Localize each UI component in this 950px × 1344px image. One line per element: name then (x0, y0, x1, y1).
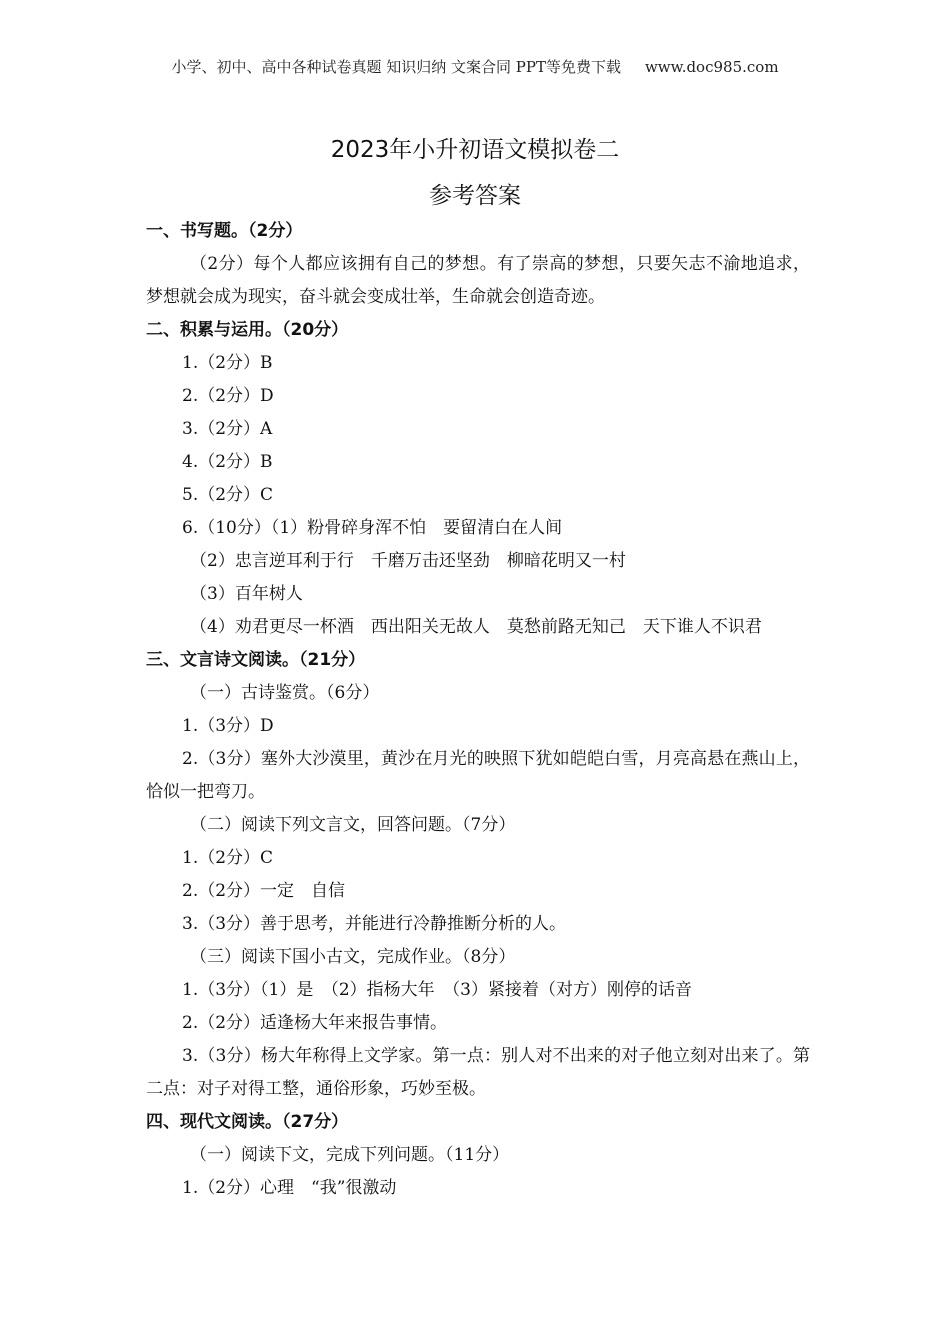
answer-paragraph: （2分）每个人都应该拥有自己的梦想。有了崇高的梦想，只要矢志不渝地追求，梦想就会成为现实，奋斗就会变成壮举，生命就会创造奇迹。 (146, 254, 810, 307)
subsection-title: （一）古诗鉴赏。（6分） (190, 683, 380, 703)
answer-line: 1.（2分）心理 “我”很激动 (182, 1178, 397, 1198)
section-heading: 一、书写题。（2分） (146, 221, 303, 241)
section-heading: 三、文言诗文阅读。（21分） (146, 650, 366, 670)
answer-line: 3.（3分）善于思考，并能进行冷静推断分析的人。 (182, 914, 567, 934)
answer-line: 2.（2分）D (182, 386, 274, 406)
header-text: 小学、初中、高中各种试卷真题 知识归纳 文案合同 PPT等免费下载 (171, 58, 621, 76)
answer-line: 2.（2分）一定 自信 (182, 881, 346, 901)
section-heading: 四、现代文阅读。（27分） (146, 1112, 349, 1132)
subsection-title: （一）阅读下文，完成下列问题。（11分） (190, 1145, 510, 1165)
answer-line: 1.（2分）B (182, 353, 273, 373)
subsection-title: （二）阅读下列文言文，回答问题。（7分） (190, 815, 516, 835)
answer-line: 4.（2分）B (182, 452, 273, 472)
header-site: www.doc985.com (644, 58, 779, 76)
answer-line: 1.（3分）（1）是 （2）指杨大年 （3）紧接着（对方）刚停的话音 (182, 980, 692, 1000)
subsection-title: （三）阅读下国小古文，完成作业。（8分） (190, 947, 516, 967)
answer-line: 5.（2分）C (182, 485, 274, 505)
answer-line: （3）百年树人 (190, 584, 303, 604)
answer-line: 2.（2分）适逢杨大年来报告事情。 (182, 1013, 448, 1033)
document-subtitle: 参考答案 (429, 183, 521, 209)
answer-paragraph: （4）劝君更尽一杯酒 西出阳关无故人 莫愁前路无知己 天下谁人不识君 (190, 617, 762, 637)
answer-line: 1.（2分）C (182, 848, 274, 868)
answer-paragraph: 3.（3分）杨大年称得上文学家。第一点：别人对不出来的对子他立刻对出来了。第二点：对子对得工整，通俗形象，巧妙至极。 (146, 1046, 810, 1099)
answer-line: （2）忠言逆耳利于行 千磨万击还坚劲 柳暗花明又一村 (190, 551, 626, 571)
answer-content (146, 215, 810, 1205)
document-title: 2023年小升初语文模拟卷二 (330, 137, 620, 163)
answer-line: 3.（2分）A (182, 419, 273, 439)
answer-line: 1.（3分）D (182, 716, 274, 736)
answer-paragraph: 2.（3分）塞外大沙漠里，黄沙在月光的映照下犹如皑皑白雪，月亮高悬在燕山上，恰似一把弯刀。 (146, 749, 810, 802)
answer-line: 6.（10分）（1）粉骨碎身浑不怕 要留清白在人间 (182, 518, 563, 538)
section-heading: 二、积累与运用。（20分） (146, 320, 349, 340)
page-header (0, 56, 950, 77)
